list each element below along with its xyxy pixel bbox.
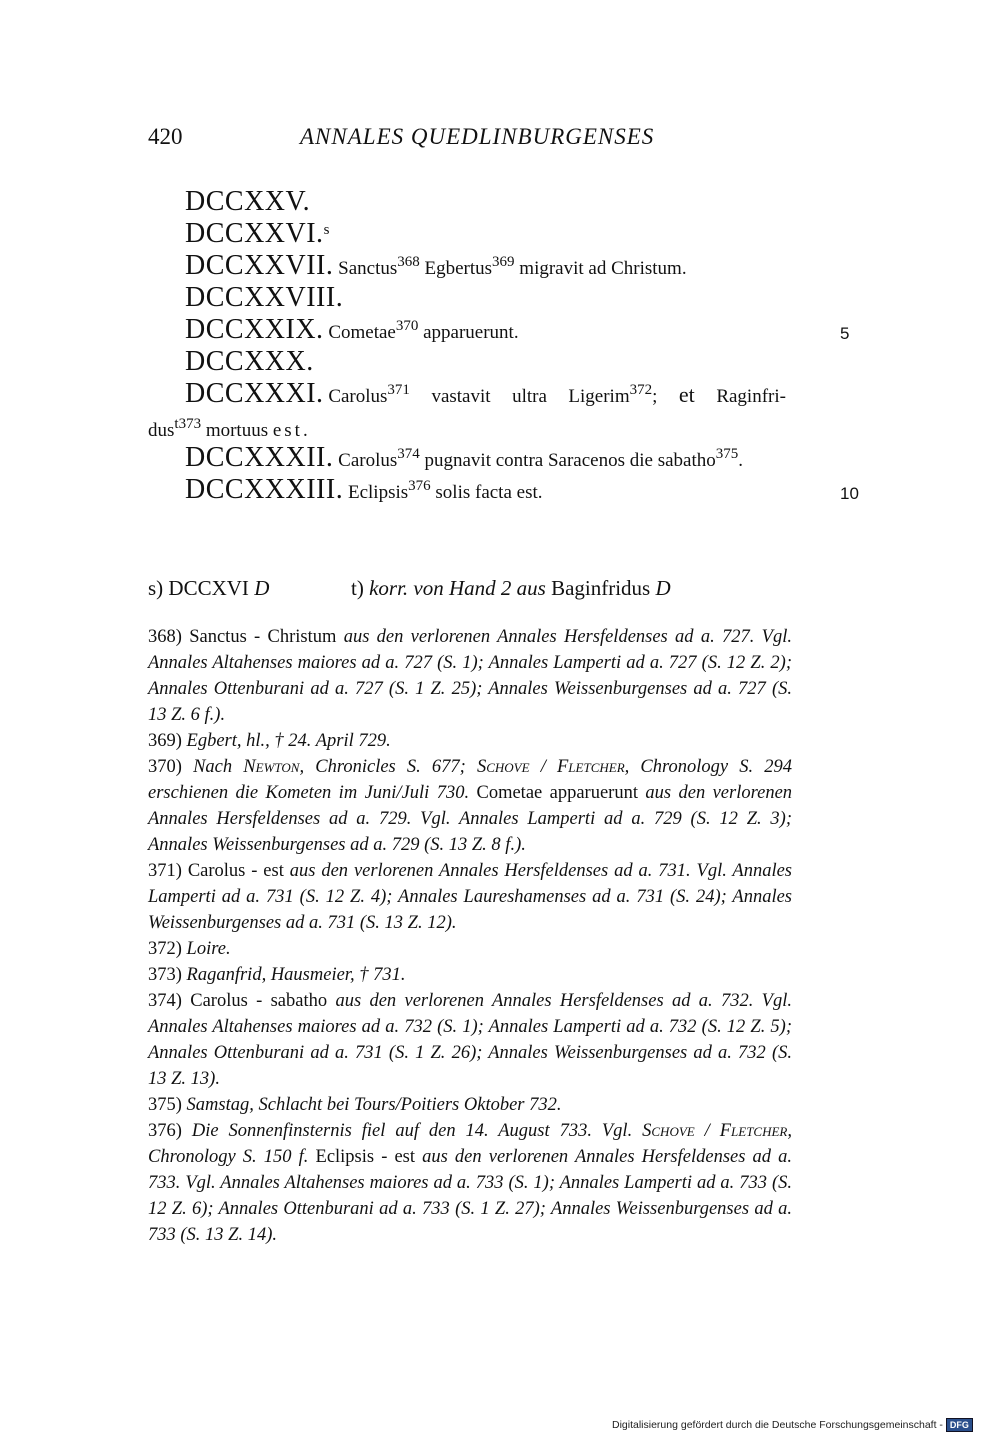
note-376 xyxy=(148,1118,792,1248)
note-number: 376) xyxy=(148,1121,182,1141)
note-marker: 374 xyxy=(397,445,420,462)
page-header xyxy=(148,124,848,160)
note-text: aus den verlorenen Annales Hersfeldenses ad a. 727. Vgl. Annales Altahenses maiores ad a. 727 (S. 1); Annales Lamperti ad a. 727 (S. 12 Z. 2); Annales Ottenburani ad a. 727 (S. 1 Z. 25); Annales Weissenburgenses ad a. 727 (S. 13 Z. 6 f.). xyxy=(148,627,792,725)
year-numeral: DCCXXX. xyxy=(185,346,314,377)
annal-line xyxy=(148,348,848,382)
commentary-notes xyxy=(148,624,792,1248)
entry-text: solis facta est. xyxy=(435,482,543,503)
note-marker: 371 xyxy=(387,381,410,398)
note-marker: 376 xyxy=(408,477,431,494)
annal-line xyxy=(148,444,848,478)
author-name: Schove / Fletcher xyxy=(476,757,625,777)
annal-line xyxy=(148,316,848,350)
apparatus-marker: t xyxy=(174,415,179,432)
dfg-logo: DFG xyxy=(946,1418,973,1432)
running-title: ANNALES QUEDLINBURGENSES xyxy=(300,124,655,149)
entry-text: Eclipsis xyxy=(347,482,409,503)
note-marker: 375 xyxy=(715,445,739,462)
note-number: 370) xyxy=(148,757,182,777)
entry-text: Carolus xyxy=(328,386,388,407)
note-text: , Chronology S. 150 f. xyxy=(148,1121,792,1167)
note-number: 369) xyxy=(148,731,182,751)
entry-text: apparuerunt. xyxy=(423,322,519,343)
siglum: D xyxy=(254,576,270,600)
entry-text: mortuus xyxy=(205,420,269,441)
entry-text: est xyxy=(272,420,303,441)
note-text: Raganfrid, Hausmeier, † 731. xyxy=(186,965,406,985)
entry-text: Ligerim xyxy=(568,386,630,407)
page-number: 420 xyxy=(148,124,183,149)
apparatus-marker: s xyxy=(323,221,330,238)
note-marker: 373 xyxy=(178,415,202,432)
note-373 xyxy=(148,962,792,988)
lemma: Sanctus - Christum xyxy=(189,627,337,647)
note-text: aus den verlorenen Annales Hersfeldenses ad a. 729. Vgl. Annales Lamperti ad a. 729 (S. 12 Z. 3); Annales Weissenburgenses ad a. 729 (S. 13 Z. 8 f.). xyxy=(148,783,793,855)
annal-line xyxy=(148,380,848,414)
note-374 xyxy=(148,988,792,1092)
apparatus-label: s) xyxy=(148,576,164,600)
note-text: Samstag, Schlacht bei Tours/Poitiers Oktober 732. xyxy=(186,1095,562,1115)
author-name: Schove / Fletcher xyxy=(642,1121,788,1141)
apparatus-text: Baginfridus xyxy=(551,576,651,600)
note-text: Loire. xyxy=(186,939,231,959)
note-number: 374) xyxy=(148,991,182,1011)
entry-text: dus xyxy=(148,420,175,441)
entry-text: vastavit xyxy=(431,386,491,407)
lemma: Cometae apparuerunt xyxy=(476,783,638,803)
entry-text: . xyxy=(738,450,743,471)
entry-text: migravit ad Christum. xyxy=(519,258,687,279)
note-number: 371) xyxy=(148,861,182,881)
apparatus-entry xyxy=(148,576,269,601)
entry-text: ; xyxy=(652,386,658,407)
entry-text: Raginfri- xyxy=(716,386,786,407)
note-number: 368) xyxy=(148,627,182,647)
year-numeral: DCCXXVII. xyxy=(185,250,334,281)
author-name: Newton xyxy=(243,757,300,777)
year-numeral: DCCXXXIII. xyxy=(185,474,344,505)
annal-line xyxy=(148,412,848,446)
note-368 xyxy=(148,624,792,728)
note-text: , Chronology S. 294 erschienen die Kometen im Juni/Juli 730. xyxy=(148,757,793,803)
entry-text: ultra xyxy=(512,386,547,407)
siglum: D xyxy=(655,576,671,600)
note-372 xyxy=(148,936,792,962)
line-number: 10 xyxy=(840,484,859,503)
year-numeral: DCCXXIX. xyxy=(185,314,324,345)
apparatus-label: t) xyxy=(351,576,364,600)
year-numeral: DCCXXXI. xyxy=(185,378,324,409)
apparatus-entry xyxy=(351,576,671,601)
lemma: Carolus - est xyxy=(187,861,284,881)
entry-text: Egbertus xyxy=(424,258,493,279)
note-marker: 369 xyxy=(492,253,515,270)
note-369 xyxy=(148,728,792,754)
annal-line xyxy=(148,220,848,254)
year-numeral: DCCXXXII. xyxy=(185,442,334,473)
note-text: Die Sonnenfinsternis fiel auf den 14. August 733. Vgl. xyxy=(191,1121,633,1141)
lemma: Carolus - sabatho xyxy=(190,991,328,1011)
note-marker: 370 xyxy=(395,317,419,334)
note-marker: 368 xyxy=(397,253,420,270)
entry-text: Sanctus xyxy=(338,258,398,279)
annal-line xyxy=(148,188,848,222)
entry-text: pugnavit contra Saracenos die sabatho xyxy=(424,450,716,471)
annal-line xyxy=(148,284,848,318)
note-text: Egbert, hl., † 24. April 729. xyxy=(186,731,391,751)
note-text: aus den verlorenen Annales Hersfeldenses ad a. 733. Vgl. Annales Altahenses maiores ad a. 733 (S. 1); Annales Lamperti ad a. 733 (S. 12 Z. 6); Annales Ottenburani ad a. 733 (S. 1 Z. 27); Annales Weissenburgenses ad a. 733 (S. 13 Z. 14). xyxy=(148,1147,793,1245)
note-number: 375) xyxy=(148,1095,182,1115)
apparatus-text: korr. von Hand 2 aus xyxy=(369,576,546,600)
entry-text: Cometae xyxy=(328,322,396,343)
note-375 xyxy=(148,1092,792,1118)
line-number: 5 xyxy=(840,324,850,343)
lemma: Eclipsis - est xyxy=(315,1147,416,1167)
note-371 xyxy=(148,858,792,936)
note-text: aus den verlorenen Annales Hersfeldenses ad a. 731. Vgl. Annales Lamperti ad a. 731 (S. 12 Z. 4); Annales Laureshamenses ad a. 731 (S. 24); Annales Weissenburgenses ad a. 731 (S. 13 Z. 12). xyxy=(148,861,792,933)
year-numeral: DCCXXVIII. xyxy=(185,282,344,313)
note-number: 373) xyxy=(148,965,182,985)
note-number: 372) xyxy=(148,939,182,959)
note-marker: 372 xyxy=(629,381,653,398)
critical-apparatus xyxy=(148,576,848,606)
note-text: , Chronicles S. 677; xyxy=(299,757,466,777)
apparatus-text: DCCXVI xyxy=(168,576,249,600)
year-numeral: DCCXXVI. xyxy=(185,218,324,249)
annal-line xyxy=(148,252,848,286)
note-text: Nach xyxy=(193,757,233,777)
annal-line xyxy=(148,474,859,510)
note-text: aus den verlorenen Annales Hersfeldenses ad a. 732. Vgl. Annales Altahenses maiores ad a. 732 (S. 1); Annales Lamperti ad a. 732 (S. 12 Z. 5); Annales Ottenburani ad a. 731 (S. 1 Z. 26); Annales Weissenburgenses ad a. 732 (S. 13 Z. 13). xyxy=(148,991,792,1089)
entry-text: et xyxy=(678,382,695,407)
year-numeral: DCCXXV. xyxy=(185,186,311,217)
note-370 xyxy=(148,754,792,858)
funding-notice: Digitalisierung gefördert durch die Deutsche Forschungsgemeinschaft - xyxy=(612,1418,943,1431)
funding-footer xyxy=(612,1418,992,1438)
entry-text: Carolus xyxy=(338,450,398,471)
entry-text: . xyxy=(302,420,308,441)
